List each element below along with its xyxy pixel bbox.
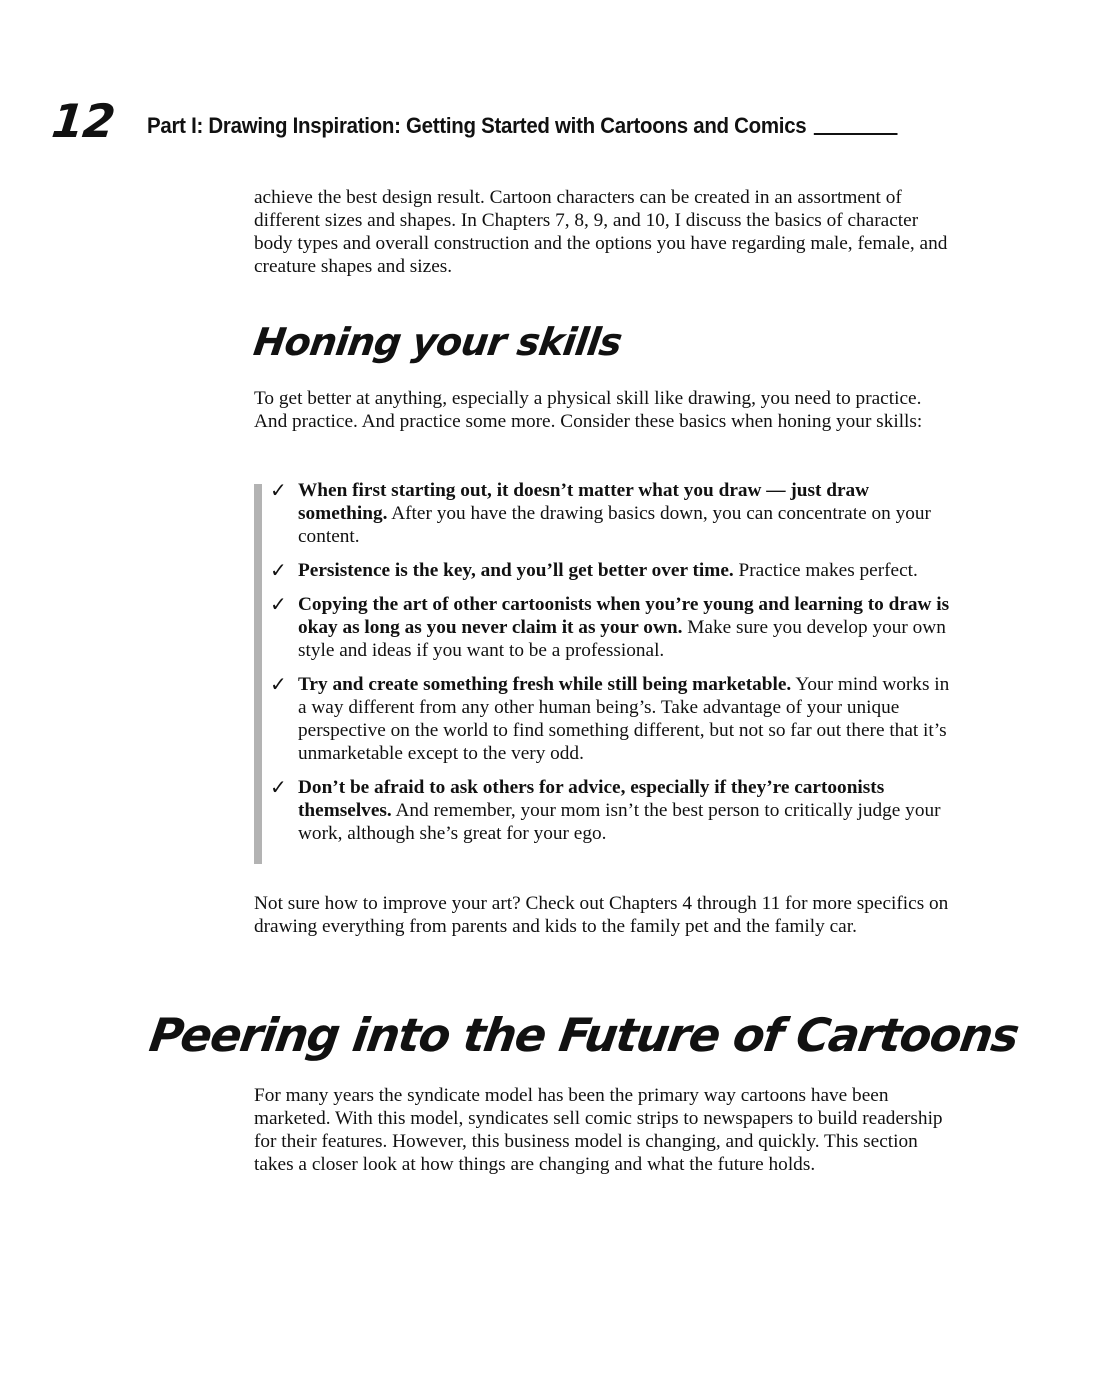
list-item-bold: When first starting out, it doesn’t matter what you draw — just draw something. — [298, 480, 870, 524]
section-heading: Honing your skills — [251, 320, 625, 364]
section-lead-paragraph: To get better at anything, especially a physical skill like drawing, you need to practice. And practice. And practice some more. Consider these basics when honing your skills: — [254, 388, 923, 432]
list-item — [270, 776, 960, 845]
running-head-rule — [814, 133, 898, 135]
list-item-bold: Copying the art of other cartoonists when you’re young and learning to draw is okay as long as you never claim it as your own. — [298, 594, 950, 638]
checkmark-icon: ✓ — [270, 558, 287, 582]
checkmark-icon: ✓ — [270, 592, 287, 616]
section-closing-paragraph: Not sure how to improve your art? Check out Chapters 4 through 11 for more specifics on drawing everything from parents and kids to the family pet and the family car. — [254, 893, 949, 937]
checkmark-icon: ✓ — [270, 775, 287, 799]
chapter-section-paragraph: For many years the syndicate model has been the primary way cartoons have been marketed. With this model, syndicates sell comic strips to newspapers to build readership for their features. However, this business model is changing, and quickly. This section takes a closer look at how things are changing and what the future holds. — [254, 1085, 943, 1175]
list-item-text: Practice makes perfect. — [733, 560, 918, 581]
list-item-text: After you have the drawing basics down, you can concentrate on your content. — [298, 503, 931, 547]
list-item-bold: Persistence is the key, and you’ll get better over time. — [298, 560, 734, 581]
skills-checklist — [270, 479, 960, 856]
list-item — [270, 559, 960, 582]
list-item — [270, 479, 960, 548]
list-item-bold: Try and create something fresh while still being marketable. — [298, 674, 792, 695]
list-sidebar-bar — [254, 484, 262, 864]
list-item — [270, 673, 960, 765]
list-item-text: Your mind works in a way different from any other human being’s. Take advantage of your unique perspective on the world to find something different, but not so far out there that it’s unmarketable except to the very odd. — [298, 674, 950, 764]
checkmark-icon: ✓ — [270, 672, 287, 696]
running-head-title: Part I: Drawing Inspiration: Getting Started with Cartoons and Comics — [147, 113, 807, 138]
intro-paragraph: achieve the best design result. Cartoon characters can be created in an assortment of different sizes and shapes. In Chapters 7, 8, 9, and 10, I discuss the basics of character body types and overall construction and the options you have regarding male, female, and creature shapes and sizes. — [254, 187, 948, 277]
list-item — [270, 593, 960, 662]
checkmark-icon: ✓ — [270, 478, 287, 502]
list-item-text: And remember, your mom isn’t the best person to critically judge your work, although she’s great for your ego. — [298, 800, 941, 844]
page-number: 12 — [49, 94, 117, 148]
chapter-section-heading: Peering into the Future of Cartoons — [146, 1008, 1022, 1062]
list-item-text: Make sure you develop your own style and ideas if you want to be a professional. — [298, 617, 946, 661]
running-head — [147, 113, 898, 139]
list-item-bold: Don’t be afraid to ask others for advice, especially if they’re cartoonists themselves. — [298, 777, 885, 821]
